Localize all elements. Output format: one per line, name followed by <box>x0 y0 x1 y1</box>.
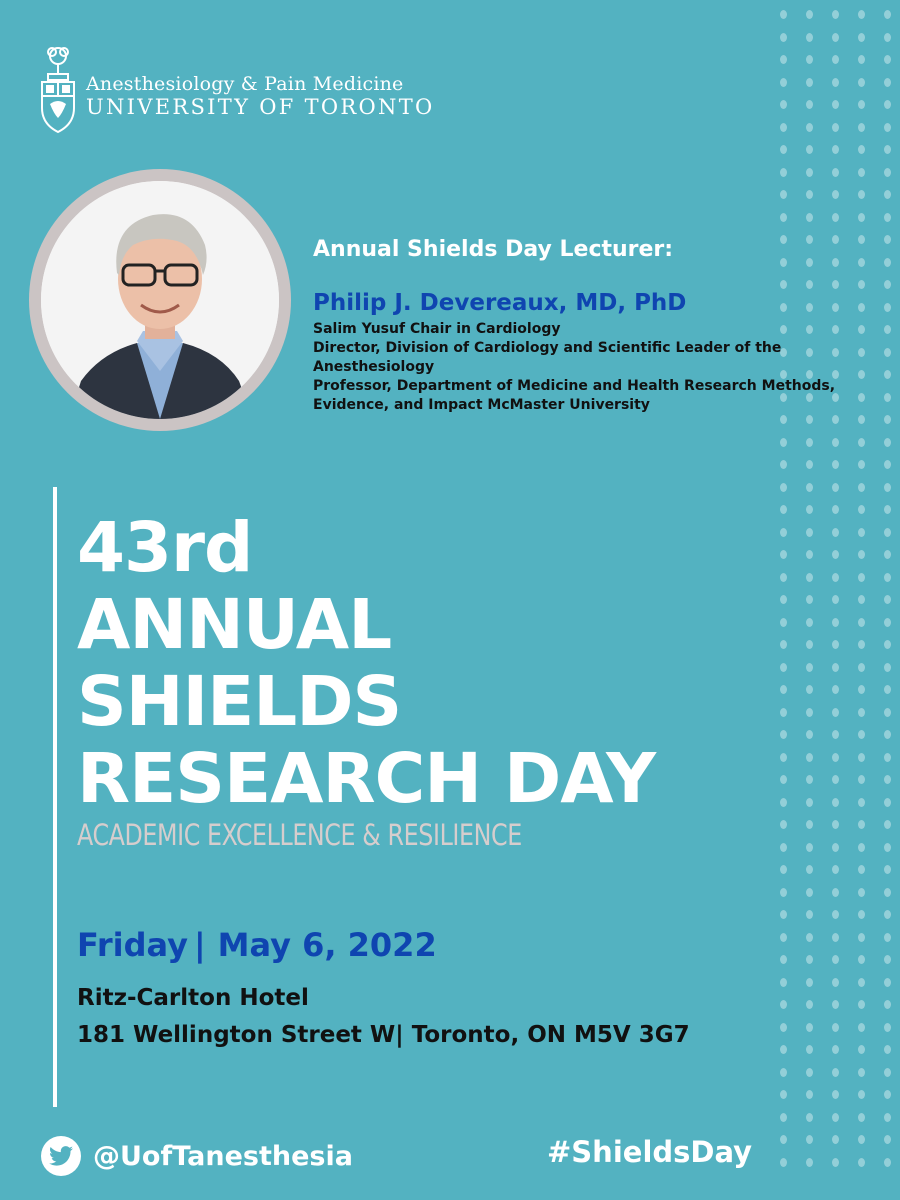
decorative-dot <box>858 708 865 717</box>
decorative-dot <box>884 303 891 312</box>
decorative-dot <box>858 910 865 919</box>
decorative-dot <box>884 33 891 42</box>
decorative-dot <box>806 528 813 537</box>
decorative-dot <box>884 78 891 87</box>
decorative-dot <box>806 955 813 964</box>
lecturer-photo <box>41 181 279 419</box>
decorative-dot <box>780 10 787 19</box>
decorative-dot <box>884 123 891 132</box>
decorative-dot <box>806 1113 813 1122</box>
decorative-dot <box>806 1158 813 1167</box>
decorative-dot <box>884 1023 891 1032</box>
decorative-dot <box>884 55 891 64</box>
decorative-dot <box>858 865 865 874</box>
decorative-dot <box>806 1135 813 1144</box>
lecturer-title-line: Director, Division of Cardiology and Scientific Leader of the <box>313 340 782 356</box>
decorative-dot <box>884 145 891 154</box>
decorative-dot <box>806 1068 813 1077</box>
decorative-dot <box>884 1158 891 1167</box>
decorative-dot <box>780 820 787 829</box>
lecturer-title-line: Professor, Department of Medicine and Health Research Methods, <box>313 378 836 394</box>
decorative-dot <box>806 843 813 852</box>
decorative-dot <box>858 1158 865 1167</box>
lecturer-title-line: Evidence, and Impact McMaster University <box>313 397 650 413</box>
decorative-dot <box>832 1113 839 1122</box>
decorative-dot <box>806 798 813 807</box>
decorative-dot <box>832 415 839 424</box>
decorative-dot <box>806 663 813 672</box>
vertical-divider <box>53 487 57 1107</box>
decorative-dot <box>832 168 839 177</box>
decorative-dot <box>780 1090 787 1099</box>
decorative-dot <box>780 978 787 987</box>
event-theme: ACADEMIC EXCELLENCE & RESILIENCE <box>77 818 522 852</box>
decorative-dot <box>806 595 813 604</box>
decorative-dot <box>806 33 813 42</box>
decorative-dot <box>806 1023 813 1032</box>
decorative-dot <box>884 370 891 379</box>
decorative-dot <box>780 753 787 762</box>
headline-line: SHIELDS <box>77 662 402 742</box>
decorative-dot <box>884 865 891 874</box>
lecturer-photo-frame <box>29 169 291 431</box>
decorative-dot <box>780 798 787 807</box>
decorative-dot <box>858 753 865 762</box>
decorative-dot <box>832 618 839 627</box>
decorative-dot <box>806 618 813 627</box>
twitter-icon[interactable] <box>41 1136 81 1176</box>
decorative-dot <box>858 33 865 42</box>
portrait-illustration <box>41 181 279 419</box>
decorative-dot <box>806 888 813 897</box>
decorative-dot <box>858 550 865 559</box>
decorative-dot <box>832 1023 839 1032</box>
decorative-dot <box>858 1090 865 1099</box>
date-separator: | <box>193 926 206 964</box>
twitter-handle[interactable]: @UofTanesthesia <box>93 1140 353 1172</box>
decorative-dot <box>806 55 813 64</box>
decorative-dot <box>884 235 891 244</box>
decorative-dot <box>858 168 865 177</box>
decorative-dot <box>884 1000 891 1009</box>
decorative-dot <box>832 100 839 109</box>
decorative-dot <box>832 640 839 649</box>
decorative-dot <box>780 1045 787 1054</box>
decorative-dot <box>832 910 839 919</box>
decorative-dot <box>832 483 839 492</box>
decorative-dot <box>806 685 813 694</box>
lecturer-name: Philip J. Devereaux, MD, PhD <box>313 290 687 316</box>
decorative-dot <box>858 730 865 739</box>
decorative-dot <box>832 663 839 672</box>
decorative-dot <box>858 573 865 582</box>
decorative-dot <box>884 573 891 582</box>
decorative-dot <box>832 190 839 199</box>
decorative-dot <box>780 168 787 177</box>
decorative-dot <box>832 1158 839 1167</box>
decorative-dot <box>780 100 787 109</box>
decorative-dot <box>884 168 891 177</box>
decorative-dot <box>806 190 813 199</box>
headline-line: ANNUAL <box>77 585 392 665</box>
decorative-dot <box>806 483 813 492</box>
decorative-dot <box>806 10 813 19</box>
decorative-dot <box>780 1068 787 1077</box>
decorative-dot <box>858 1113 865 1122</box>
university-name: UNIVERSITY OF TORONTO <box>86 95 435 119</box>
decorative-dot <box>884 618 891 627</box>
decorative-dot <box>780 955 787 964</box>
decorative-dot <box>858 775 865 784</box>
decorative-dot <box>780 1113 787 1122</box>
decorative-dot <box>858 415 865 424</box>
decorative-dot <box>832 438 839 447</box>
decorative-dot <box>832 1135 839 1144</box>
decorative-dot <box>780 438 787 447</box>
decorative-dot <box>884 438 891 447</box>
decorative-dot <box>780 595 787 604</box>
decorative-dot <box>780 505 787 514</box>
decorative-dot <box>884 213 891 222</box>
decorative-dot <box>832 78 839 87</box>
decorative-dot <box>884 888 891 897</box>
decorative-dot <box>780 55 787 64</box>
decorative-dot <box>780 213 787 222</box>
decorative-dot <box>858 528 865 537</box>
decorative-dot <box>780 78 787 87</box>
decorative-dot <box>780 415 787 424</box>
decorative-dot <box>780 933 787 942</box>
decorative-dot <box>884 685 891 694</box>
decorative-dot <box>884 528 891 537</box>
decorative-dot <box>884 1135 891 1144</box>
decorative-dot <box>884 730 891 739</box>
decorative-dot <box>858 10 865 19</box>
decorative-dot <box>780 1135 787 1144</box>
decorative-dot <box>858 685 865 694</box>
decorative-dot <box>832 213 839 222</box>
decorative-dot <box>858 820 865 829</box>
decorative-dot <box>884 10 891 19</box>
decorative-dot <box>832 505 839 514</box>
decorative-dot <box>832 708 839 717</box>
decorative-dot <box>884 843 891 852</box>
decorative-dot <box>780 775 787 784</box>
decorative-dot <box>832 933 839 942</box>
decorative-dot <box>884 1113 891 1122</box>
decorative-dot <box>884 775 891 784</box>
decorative-dot <box>884 550 891 559</box>
decorative-dot <box>806 640 813 649</box>
decorative-dot <box>858 955 865 964</box>
headline-line: RESEARCH DAY <box>77 739 656 819</box>
decorative-dot <box>832 843 839 852</box>
dot-pattern <box>770 0 900 1200</box>
decorative-dot <box>858 978 865 987</box>
decorative-dot <box>858 78 865 87</box>
decorative-dot <box>832 775 839 784</box>
decorative-dot <box>884 595 891 604</box>
decorative-dot <box>884 708 891 717</box>
decorative-dot <box>858 213 865 222</box>
decorative-dot <box>806 100 813 109</box>
decorative-dot <box>806 438 813 447</box>
decorative-dot <box>780 663 787 672</box>
twitter-bird-icon <box>49 1146 73 1166</box>
decorative-dot <box>858 1135 865 1144</box>
decorative-dot <box>806 910 813 919</box>
decorative-dot <box>884 663 891 672</box>
event-venue <box>77 980 690 1054</box>
decorative-dot <box>832 753 839 762</box>
decorative-dot <box>832 1045 839 1054</box>
decorative-dot <box>780 1000 787 1009</box>
decorative-dot <box>858 663 865 672</box>
decorative-dot <box>780 33 787 42</box>
decorative-dot <box>884 1045 891 1054</box>
decorative-dot <box>884 325 891 334</box>
event-headline <box>77 510 655 818</box>
decorative-dot <box>832 33 839 42</box>
decorative-dot <box>806 213 813 222</box>
decorative-dot <box>806 415 813 424</box>
decorative-dot <box>858 1045 865 1054</box>
decorative-dot <box>832 798 839 807</box>
decorative-dot <box>806 1045 813 1054</box>
decorative-dot <box>858 438 865 447</box>
decorative-dot <box>806 550 813 559</box>
decorative-dot <box>832 573 839 582</box>
lecturer-title-line: Anesthesiology <box>313 359 435 375</box>
decorative-dot <box>806 573 813 582</box>
decorative-dot <box>780 1023 787 1032</box>
decorative-dot <box>884 393 891 402</box>
decorative-dot <box>832 685 839 694</box>
decorative-dot <box>780 708 787 717</box>
venue-address: 181 Wellington Street W| Toronto, ON M5V 3G7 <box>77 1022 690 1048</box>
department-name: Anesthesiology & Pain Medicine <box>86 73 404 95</box>
decorative-dot <box>858 483 865 492</box>
decorative-dot <box>832 123 839 132</box>
decorative-dot <box>884 415 891 424</box>
decorative-dot <box>832 10 839 19</box>
decorative-dot <box>858 933 865 942</box>
lecturer-info <box>313 236 873 415</box>
decorative-dot <box>780 843 787 852</box>
decorative-dot <box>832 978 839 987</box>
lecturer-title-line: Salim Yusuf Chair in Cardiology <box>313 321 561 337</box>
decorative-dot <box>806 1000 813 1009</box>
decorative-dot <box>780 1158 787 1167</box>
decorative-dot <box>884 753 891 762</box>
decorative-dot <box>806 168 813 177</box>
decorative-dot <box>884 640 891 649</box>
venue-name: Ritz-Carlton Hotel <box>77 985 309 1011</box>
decorative-dot <box>858 843 865 852</box>
decorative-dot <box>858 55 865 64</box>
decorative-dot <box>832 1090 839 1099</box>
decorative-dot <box>780 528 787 537</box>
headline-line: 43rd <box>77 508 253 588</box>
event-day: Friday <box>77 926 188 964</box>
decorative-dot <box>858 798 865 807</box>
decorative-dot <box>858 190 865 199</box>
decorative-dot <box>884 955 891 964</box>
decorative-dot <box>832 888 839 897</box>
decorative-dot <box>858 460 865 469</box>
decorative-dot <box>780 483 787 492</box>
decorative-dot <box>858 640 865 649</box>
decorative-dot <box>858 1000 865 1009</box>
decorative-dot <box>832 55 839 64</box>
decorative-dot <box>806 865 813 874</box>
decorative-dot <box>806 145 813 154</box>
decorative-dot <box>884 483 891 492</box>
decorative-dot <box>780 190 787 199</box>
twitter-handle-block[interactable] <box>41 1136 353 1176</box>
decorative-dot <box>858 145 865 154</box>
decorative-dot <box>884 505 891 514</box>
decorative-dot <box>832 1068 839 1077</box>
decorative-dot <box>780 145 787 154</box>
decorative-dot <box>884 280 891 289</box>
decorative-dot <box>806 820 813 829</box>
decorative-dot <box>780 910 787 919</box>
decorative-dot <box>832 955 839 964</box>
decorative-dot <box>884 258 891 267</box>
decorative-dot <box>858 123 865 132</box>
decorative-dot <box>832 730 839 739</box>
decorative-dot <box>780 640 787 649</box>
decorative-dot <box>806 505 813 514</box>
lecturer-label: Annual Shields Day Lecturer: <box>313 237 674 262</box>
decorative-dot <box>884 820 891 829</box>
event-date <box>77 925 437 965</box>
decorative-dot <box>884 910 891 919</box>
decorative-dot <box>780 888 787 897</box>
university-crest-icon <box>38 44 78 136</box>
decorative-dot <box>806 78 813 87</box>
decorative-dot <box>884 978 891 987</box>
decorative-dot <box>832 1000 839 1009</box>
decorative-dot <box>858 1023 865 1032</box>
decorative-dot <box>832 528 839 537</box>
decorative-dot <box>884 933 891 942</box>
event-date-value: May 6, 2022 <box>217 926 437 964</box>
decorative-dot <box>806 933 813 942</box>
decorative-dot <box>780 550 787 559</box>
decorative-dot <box>858 100 865 109</box>
decorative-dot <box>884 190 891 199</box>
decorative-dot <box>806 460 813 469</box>
decorative-dot <box>858 888 865 897</box>
decorative-dot <box>780 730 787 739</box>
decorative-dot <box>806 775 813 784</box>
decorative-dot <box>780 865 787 874</box>
decorative-dot <box>832 865 839 874</box>
decorative-dot <box>884 460 891 469</box>
decorative-dot <box>858 505 865 514</box>
decorative-dot <box>806 753 813 762</box>
event-hashtag: #ShieldsDay <box>547 1135 753 1169</box>
decorative-dot <box>884 798 891 807</box>
decorative-dot <box>832 820 839 829</box>
decorative-dot <box>806 978 813 987</box>
decorative-dot <box>832 550 839 559</box>
decorative-dot <box>884 1068 891 1077</box>
decorative-dot <box>780 460 787 469</box>
decorative-dot <box>884 348 891 357</box>
decorative-dot <box>806 1090 813 1099</box>
decorative-dot <box>858 1068 865 1077</box>
decorative-dot <box>780 618 787 627</box>
decorative-dot <box>832 460 839 469</box>
decorative-dot <box>806 730 813 739</box>
decorative-dot <box>780 685 787 694</box>
decorative-dot <box>858 618 865 627</box>
decorative-dot <box>832 595 839 604</box>
decorative-dot <box>884 100 891 109</box>
decorative-dot <box>780 123 787 132</box>
decorative-dot <box>806 708 813 717</box>
decorative-dot <box>858 595 865 604</box>
decorative-dot <box>806 123 813 132</box>
decorative-dot <box>832 145 839 154</box>
decorative-dot <box>780 573 787 582</box>
uoft-logo <box>38 44 435 136</box>
decorative-dot <box>884 1090 891 1099</box>
